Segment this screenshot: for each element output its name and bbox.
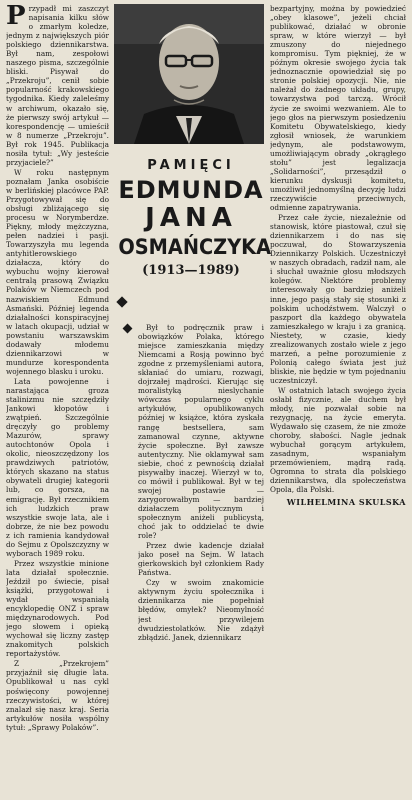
paragraph: bezpartyjny, można by powiedzieć „obey klasowe”, jeżeli chciał publikować, działać w obronie spraw, w które wierzył — był zmuszony do niejednego kompromisu. Tym piękniej, że w późnym okresie swojego życia tak jednoznacznie opowiedział się po stronie polskiej opozycji. Nie, nie należał do żadnego układu, grupy, towarzystwa pod tarczą. Wrócił życie ze swoimi wezwaniem. Ale to jego głos na pierwszym posiedzeniu Komitetu Obywatelskiego, kiedy zgłosił wniosek, że warunkiem jedynym, ale podstawowym, umożliwiającym obrady „okrągłego stołu” jest legalizacja „Solidarności”, przesądził o kierunku dyskusji komitetu, umożliwił jednomyślną decyzję ludzi rzeczywiście przeciwnych, odmienne zapatrywania. bbox=[270, 4, 406, 213]
paragraph: Lata powojenne i narastająca groza stalinizmu nie szczędziły Jankowi kłopotów i zwątpień. Szczególnie dręczyły go problemy Mazurów, sprawy autochtonów Opola i okolic, nieoszczędzony los prawdziwych patriotów, których skazano na status obywateli drugiej kategorii lub, co gorsza, na emigrację. Był rzecznikiem ich ludzkich praw wszystkie swoje lata, ale i dobrze, że nie bez powodu z ich ramienia kandydował do Sejmu z Opolszczyzny w wyborach 1989 roku. bbox=[6, 376, 109, 558]
headline-block bbox=[112, 158, 270, 278]
article-column-middle bbox=[138, 323, 264, 793]
portrait-illustration bbox=[114, 4, 264, 144]
paragraph: Był to podręcznik praw i obowiązków Polaka, którego miejsce zamieszkania między Niemcami a Rosją powinno być zgodne z przemyśleniami autora, skłaniać do umiaru, rozwagi, dojrzałej mądrości. Kierując się moralistyką nieslychanie wówczas popularnego cyklu artykułów, opublikowanych później w książce, która zyskała rangę bestsellera, sam zamanowal czynne, aktywne życie społeczne. Był zawsze autentyczny. Nie oklamywał sam siebie, choć z pewnością działał pisywałby inaczej. Wierzył w to, co mówił i publikował. Był w tej swojej postawie — zarygorowałbym — bardziej działaczem politycznym i społecznym aniżeli publicystą, choć jak to oddzielać te dwie role? bbox=[138, 323, 264, 541]
lead-paragraph: Przypadł mi zaszczyt napisania kilku słów o zmarłym koledze, jednym z największych piór polskiego dziennikarstwa. Był nam, zespołowi naszego pisma, szczególnie bliski. Pisywał do „Przekroju”, cenił sobie popularność krakowskiego tygodnika. Kiedy zaleleśmy w archiwum, okazało się, że pierwszy swój artykuł — korespondencję — umieścił w 8 numerze „Przekroju”. Był rok 1945. Publikacja nosiła tytuł: „Wy jesteście przyjaciele?” bbox=[6, 4, 109, 167]
paragraph: W ostatnich latach swojego życia osłabł fizycznie, ale duchem był młody, nie pozwalał sobie na rezygnację, na życie emeryta. Wydawało się czasem, że nie zmoże choroby, słabości. Nagle jednak wybuchał gorącym artykułem, zasadnym, wspaniałym przemówieniem, mądrą radą. Ogromna to strata dla polskiego dziennikarstwa, dla społeczeństwa Opola, dla Polski. bbox=[270, 385, 406, 495]
author-signature: WILHELMINA SKULSKA bbox=[286, 496, 406, 507]
headline-name-first: EDMUNDA bbox=[118, 176, 264, 204]
ornament-diamond-icon bbox=[123, 324, 133, 334]
paragraph: Przez całe życie, niezależnie od stanowisk, które piastował, czuł się dziennikarzem i do nas się poczuwał, do Stowarzyszenia Dziennikarzy Polskich. Uczestniczył w naszych obradach, radził nam, ale i słuchał uważnie głosu młodszych kolegów. Niektóre problemy interesowały go bardziej aniżeli inne, jego pasją stały się stosunki z polskim uchodźstwem. Walczył o paszport dla każdego obywatela zamieszkałego w kraju i za granicą. Niestety, w czasie, kiedy zrealizowanych zostało wiele z jego marzeń, a pełne porozumienie z Polonią całego świata jest już bliskie, nie będzie w tym pojednaniu uczestniczył. bbox=[270, 213, 406, 385]
headline-name-second: JANA bbox=[145, 203, 237, 233]
paragraph: Przez dwie kadencje działał jako poseł na Sejm. W latach gierkowskich był członkiem Rady Państwa. bbox=[138, 541, 264, 578]
headline-kicker: PAMIĘCI bbox=[147, 158, 235, 173]
paragraph: W roku następnym poznałam Janka osobiście w berlińskiej placówce PAP. Przygotowywał się do obsługi zbliżającego się procesu w Norymberdze. Piękny, młody mężczyzna, pełen nadziei i pasji. Towarzyszyła mu legenda antyhitlerowskiego działacza, który do wybuchu wojny kierował centralą prasową Związku Polaków w Niemczech pod nazwiskiem Edmund Asmański. Później legenda działalności konspiracyjnej w latach okupacji, udział w powstaniu warszawskim dodawały młodemu dziennikarzowi w mundurze korespondenta wojennego blasku i uroku. bbox=[6, 167, 109, 376]
article-column-right bbox=[270, 4, 406, 794]
paragraph: Przez wszystkie minione lata działał społecznie. Jeździł po świecie, pisał książki, przygotował i wydał wspaniałą encyklopedię ONZ i spraw międzynarodowych. Pod jego słowem i opieką wychował się liczny zastęp znakomitych polskich reportażystów. bbox=[6, 558, 109, 659]
life-dates: (1913—1989) bbox=[142, 263, 240, 278]
portrait-photo bbox=[114, 4, 264, 144]
paragraph: Czy w swoim znakomicie aktywnym życiu społecznika i dziennikarza nie popełniał błędów, omyłek? Nieomylność jest przywilejem dwudziestolatków. Nie zdążył zbłądzić. Janek, dziennikarz bbox=[138, 578, 264, 642]
paragraph: Z „Przekrojem” przyjaźnił się długie lata. Opublikował u nas cykl poświęcony powojennej rzeczywistości, w której znalazł się nasz kraj. Seria artykułów nosiła wspólny tytuł: „Sprawy Polaków”. bbox=[6, 659, 109, 732]
ornament-diamond-icon bbox=[116, 296, 127, 307]
headline-surname: OSMAŃCZYKA bbox=[118, 235, 272, 259]
drop-cap: P bbox=[6, 4, 26, 31]
article-column-left bbox=[6, 4, 109, 794]
